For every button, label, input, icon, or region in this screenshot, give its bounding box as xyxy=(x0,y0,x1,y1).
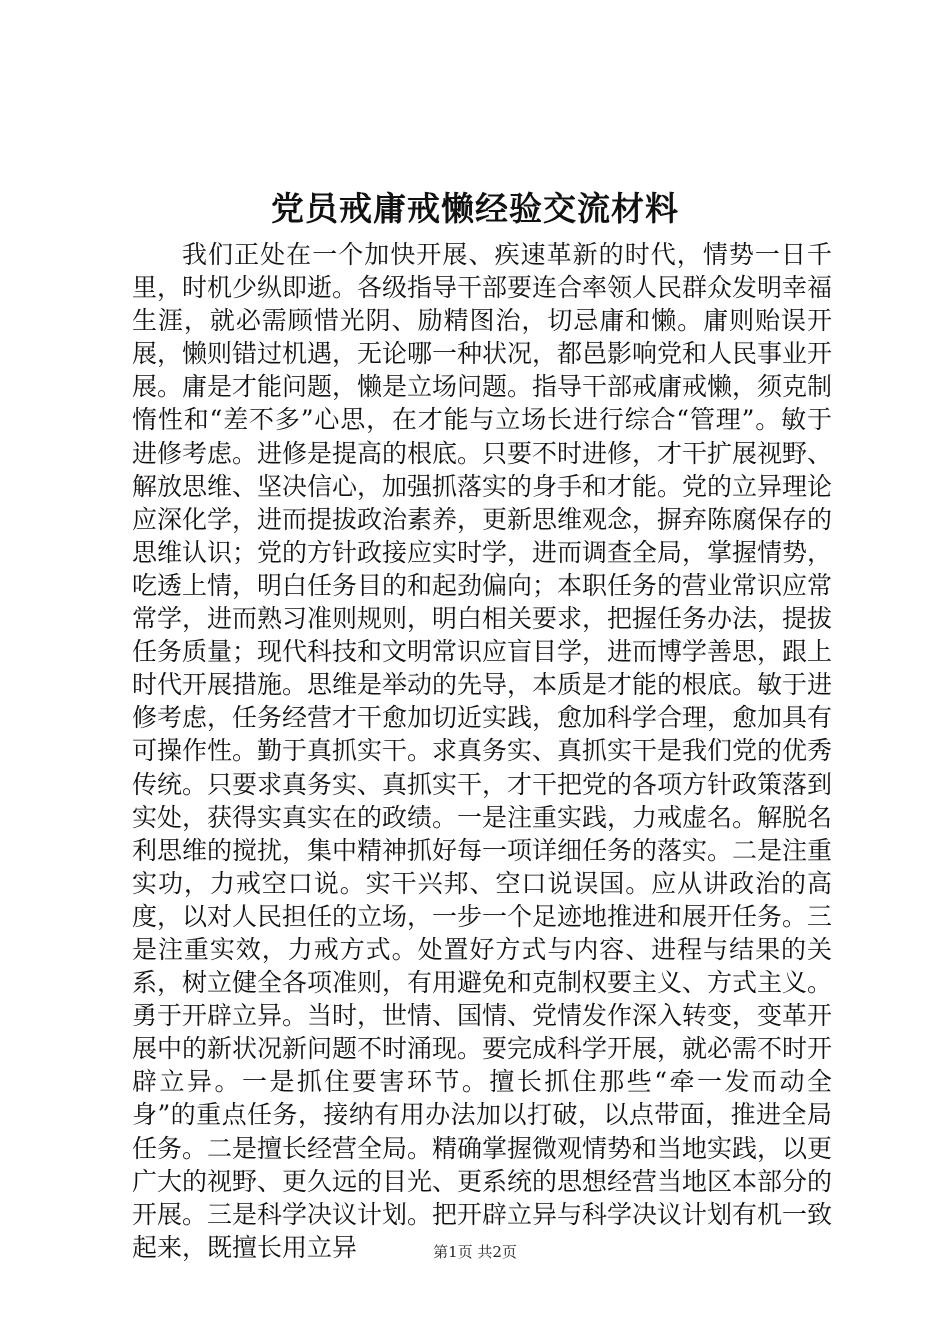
body-paragraph: 我们正处在一个加快开展、疾速革新的时代，情势一日千里，时机少纵即逝。各级指导干部要连合率领人民群众发明幸福生涯，就必需顾惜光阴、励精图治，切忌庸和懒。庸则贻误开展，懒则错过机遇，无论哪一种状况，都邑影响党和人民事业开展。庸是才能问题，懒是立场问题。指导干部戒庸戒懒，须克制惰性和“差不多”心思，在才能与立场长进行综合“管理”。敏于进修考虑。进修是提高的根底。只要不时进修，才干扩展视野、解放思维、坚决信心，加强抓落实的身手和才能。党的立异理论应深化学，进而提拔政治素养，更新思维观念，摒弃陈腐保存的思维认识；党的方针政接应实时学，进而调查全局，掌握情势，吃透上情，明白任务目的和起劲偏向；本职任务的营业常识应常常学，进而熟习准则规则，明白相关要求，把握任务办法，提拔任务质量；现代科技和文明常识应盲目学，进而博学善思，跟上时代开展措施。思维是举动的先导，本质是才能的根底。敏于进修考虑，任务经营才干愈加切近实践，愈加科学合理，愈加具有可操作性。勤于真抓实干。求真务实、真抓实干是我们党的优秀传统。只要求真务实、真抓实干，才干把党的各项方针政策落到实处，获得实真实在的政绩。一是注重实践，力戒虚名。解脱名利思维的搅扰，集中精神抓好每一项详细任务的落实。二是注重实功，力戒空口说。实干兴邦、空口说误国。应从讲政治的高度，以对人民担任的立场，一步一个足迹地推进和展开任务。三是注重实效，力戒方式。处置好方式与内容、进程与结果的关系，树立健全各项准则，有用避免和克制权要主义、方式主义。勇于开辟立异。当时，世情、国情、党情发作深入转变，变革开展中的新状况新问题不时涌现。要完成科学开展，就必需不时开辟立异。一是抓住要害环节。擅长抓住那些“牵一发而动全身”的重点任务，接纳有用办法加以打破，以点带面，推进全局任务。二是擅长经营全局。精确掌握微观情势和当地实践，以更广大的视野、更久远的目光、更系统的思想经营当地区本部分的开展。三是科学决议计划。把开辟立异与科学决议计划有机一致起来，既擅长用立异 xyxy=(132,240,833,1262)
page-footer: 第1页 共2页 xyxy=(433,1243,517,1261)
document-title: 党员戒庸戒懒经验交流材料 xyxy=(271,189,679,228)
